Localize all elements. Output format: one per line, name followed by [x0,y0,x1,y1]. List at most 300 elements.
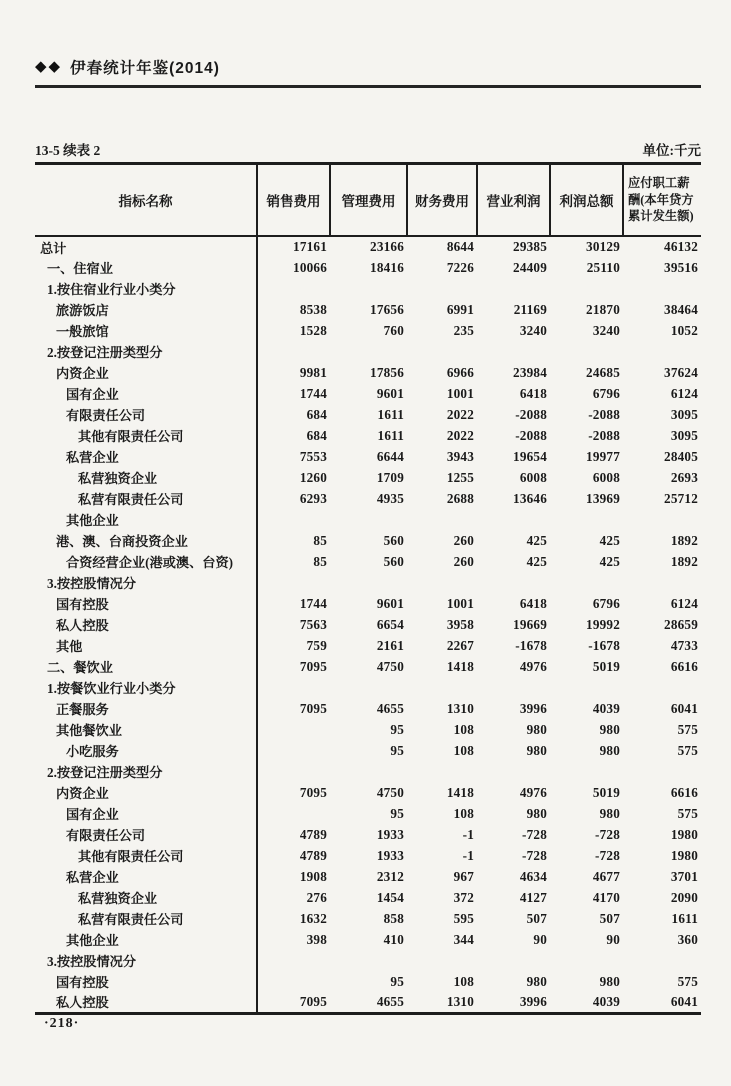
row-label: 私营有限责任公司 [35,908,257,929]
row-label: 正餐服务 [35,698,257,719]
cell-value: 4634 [519,868,547,884]
cell-value: 6124 [670,595,698,611]
table-row [35,299,701,320]
cell-value: 575 [677,973,698,989]
cell-value [477,572,550,593]
cell-value: 260 [453,553,474,569]
row-label: 国有企业 [35,803,257,824]
cell-value: 5019 [592,658,620,674]
cell-value: 2267 [446,637,474,653]
row-label: 国有控股 [35,593,257,614]
cell-value [623,509,701,530]
cell-value: 29385 [513,239,547,254]
cell-value [550,677,623,698]
cell-value: 2693 [670,469,698,485]
cell-value: 4750 [376,658,404,674]
cell-value: 2161 [376,637,404,653]
row-label: 小吃服务 [35,740,257,761]
cell-value [407,572,477,593]
table-row [35,971,701,992]
cell-value: 1052 [670,322,698,338]
cell-value: 1528 [299,322,327,338]
table-row [35,719,701,740]
cell-value: 25712 [664,490,698,506]
cell-value: 560 [383,532,404,548]
cell-value: 21870 [586,301,620,317]
cell-value: 372 [453,889,474,905]
row-label: 1.按餐饮业行业小类分 [35,677,257,698]
cell-value: 980 [599,973,620,989]
unit-label: 单位:千元 [642,143,701,158]
cell-value: 108 [453,721,474,737]
cell-value [477,509,550,530]
cell-value: 1632 [299,910,327,926]
cell-value [257,341,330,362]
row-label: 一、住宿业 [35,257,257,278]
cell-value [623,761,701,782]
cell-value [407,761,477,782]
table-body [35,236,701,1013]
table-row [35,509,701,530]
cell-value: 398 [306,931,327,947]
cell-value: 9601 [376,595,404,611]
row-label: 2.按登记注册类型分 [35,341,257,362]
cell-value: 1310 [446,993,474,1009]
column-header: 销售费用 [257,164,330,237]
cell-value: 4039 [592,993,620,1009]
cell-value: 980 [599,805,620,821]
cell-value: 38464 [664,301,698,317]
table-row [35,593,701,614]
cell-value [477,950,550,971]
cell-value: 19669 [513,616,547,632]
cell-value: 3943 [446,448,474,464]
cell-value: 6796 [592,385,620,401]
row-label: 港、澳、台商投资企业 [35,530,257,551]
cell-value [407,677,477,698]
cell-value: -1678 [588,637,620,653]
cell-value: 980 [599,742,620,758]
row-label: 私人控股 [35,614,257,635]
cell-value: 1001 [446,595,474,611]
table-row [35,236,701,257]
cell-value: -1 [462,847,474,863]
cell-value: 85 [313,532,327,548]
cell-value: 575 [677,805,698,821]
cell-value [477,278,550,299]
cell-value [623,572,701,593]
cell-value: 6616 [670,658,698,674]
cell-value: 980 [526,805,547,821]
cell-value: 39516 [664,259,698,275]
table-row [35,257,701,278]
cell-value: -728 [522,826,547,842]
table-row [35,404,701,425]
cell-value: 1611 [671,910,698,926]
cell-value [257,278,330,299]
cell-value: 858 [383,910,404,926]
row-label: 有限责任公司 [35,404,257,425]
cell-value: 595 [453,910,474,926]
cell-value: 6008 [592,469,620,485]
table-row [35,866,701,887]
cell-value: 21169 [513,301,547,317]
cell-value: 19977 [586,448,620,464]
table-row [35,845,701,866]
row-label: 国有控股 [35,971,257,992]
cell-value: 19992 [586,616,620,632]
cell-value: 6796 [592,595,620,611]
table-row [35,467,701,488]
cell-value: 3701 [670,868,698,884]
table-row [35,446,701,467]
cell-value: 17161 [293,239,327,254]
table-row [35,488,701,509]
row-label: 合资经营企业(港或澳、台资) [35,551,257,572]
cell-value [257,803,330,824]
cell-value: -728 [595,847,620,863]
cell-value: 4655 [376,700,404,716]
cell-value: -1 [462,826,474,842]
page-number: ·218· [44,1016,80,1031]
row-label: 其他餐饮业 [35,719,257,740]
table-row [35,425,701,446]
table-row [35,656,701,677]
cell-value: 23166 [370,239,404,254]
cell-value: 684 [306,406,327,422]
cell-value: 4127 [519,889,547,905]
cell-value: 13969 [586,490,620,506]
cell-value: 90 [606,931,620,947]
cell-value: 4976 [519,784,547,800]
cell-value: 425 [599,532,620,548]
column-header: 利润总额 [550,164,623,237]
table-row [35,761,701,782]
cell-value [330,677,407,698]
cell-value: 18416 [370,259,404,275]
column-header: 应付职工薪酬(本年贷方累计发生额) [623,164,701,237]
cell-value: 967 [453,868,474,884]
cell-value: 24685 [586,364,620,380]
cell-value: -728 [522,847,547,863]
row-label: 总计 [35,236,257,257]
cell-value: 95 [390,742,404,758]
cell-value: 30129 [586,239,620,254]
cell-value [330,950,407,971]
cell-value: 6418 [519,595,547,611]
cell-value: 4750 [376,784,404,800]
cell-value [257,509,330,530]
cell-value [623,341,701,362]
cell-value: 17856 [370,364,404,380]
table-row [35,677,701,698]
row-label: 其他企业 [35,509,257,530]
column-header: 管理费用 [330,164,407,237]
row-label: 内资企业 [35,782,257,803]
table-row [35,572,701,593]
row-label: 其他有限责任公司 [35,845,257,866]
cell-value: 6644 [376,448,404,464]
cell-value: 4789 [299,826,327,842]
cell-value: 1001 [446,385,474,401]
row-label: 其他企业 [35,929,257,950]
cell-value [257,572,330,593]
cell-value [550,761,623,782]
cell-value [550,341,623,362]
cell-value: 6041 [670,700,698,716]
table-meta-row [35,139,701,159]
column-header: 财务费用 [407,164,477,237]
table-row [35,908,701,929]
table-row [35,992,701,1013]
cell-value: 6991 [446,301,474,317]
cell-value: 1933 [376,847,404,863]
column-header: 指标名称 [35,164,257,237]
table-row [35,740,701,761]
cell-value: 8538 [299,301,327,317]
cell-value: 1744 [299,385,327,401]
row-label: 二、餐饮业 [35,656,257,677]
cell-value [477,761,550,782]
cell-value: 260 [453,532,474,548]
cell-value: 1908 [299,868,327,884]
cell-value [550,950,623,971]
cell-value: 7095 [299,784,327,800]
cell-value: 980 [599,721,620,737]
cell-value: 90 [533,931,547,947]
cell-value: 3240 [592,322,620,338]
cell-value: 37624 [664,364,698,380]
cell-value [330,572,407,593]
table-row [35,551,701,572]
cell-value: 46132 [664,239,698,254]
cell-value: 4733 [670,637,698,653]
cell-value: 360 [677,931,698,947]
yearbook-title: 伊春统计年鉴(2014) [70,60,220,77]
row-label: 私营企业 [35,866,257,887]
cell-value: 5019 [592,784,620,800]
cell-value: 7553 [299,448,327,464]
cell-value: 507 [599,910,620,926]
cell-value [330,761,407,782]
row-label: 2.按登记注册类型分 [35,761,257,782]
row-label: 内资企业 [35,362,257,383]
page-masthead [35,56,701,88]
cell-value [550,509,623,530]
cell-value: -2088 [515,406,547,422]
cell-value [623,950,701,971]
cell-value [407,509,477,530]
cell-value: 4789 [299,847,327,863]
cell-value: 2022 [446,406,474,422]
cell-value: 2688 [446,490,474,506]
cell-value: 3095 [670,406,698,422]
cell-value: 85 [313,553,327,569]
cell-value: 1418 [446,784,474,800]
cell-value [407,341,477,362]
row-label: 3.按控股情况分 [35,572,257,593]
cell-value: 3095 [670,427,698,443]
cell-value: 575 [677,721,698,737]
cell-value [477,341,550,362]
cell-value: 1611 [377,406,404,422]
cell-value: 108 [453,805,474,821]
cell-value: 95 [390,805,404,821]
cell-value [623,278,701,299]
cell-value: 17656 [370,301,404,317]
cell-value [330,509,407,530]
cell-value: 344 [453,931,474,947]
cell-value [330,278,407,299]
cell-value [257,740,330,761]
cell-value [257,761,330,782]
table-row [35,929,701,950]
cell-value: 1310 [446,700,474,716]
cell-value: 1933 [376,826,404,842]
cell-value: 28659 [664,616,698,632]
cell-value: 7226 [446,259,474,275]
cell-value: 425 [526,553,547,569]
cell-value: 3958 [446,616,474,632]
cell-value: 4039 [592,700,620,716]
cell-value: 759 [306,637,327,653]
cell-value: 425 [526,532,547,548]
row-label: 有限责任公司 [35,824,257,845]
table-row [35,278,701,299]
row-label: 旅游饭店 [35,299,257,320]
table-row [35,320,701,341]
cell-value: 3240 [519,322,547,338]
table-row [35,803,701,824]
cell-value: 760 [383,322,404,338]
table-label: 13-5 续表 2 [35,143,101,158]
cell-value: 10066 [293,259,327,275]
cell-value: 4976 [519,658,547,674]
cell-value: 4935 [376,490,404,506]
cell-value: 235 [453,322,474,338]
table-row [35,782,701,803]
cell-value: 410 [383,931,404,947]
cell-value: 6418 [519,385,547,401]
cell-value: 24409 [513,259,547,275]
cell-value: 9601 [376,385,404,401]
row-label: 私营企业 [35,446,257,467]
cell-value: 6966 [446,364,474,380]
row-label: 一般旅馆 [35,320,257,341]
cell-value: 507 [526,910,547,926]
cell-value: 108 [453,973,474,989]
cell-value: 6008 [519,469,547,485]
cell-value: 23984 [513,364,547,380]
cell-value: 6654 [376,616,404,632]
cell-value: -2088 [515,427,547,443]
cell-value: 19654 [513,448,547,464]
table-header-row [35,164,701,237]
cell-value: 28405 [664,448,698,464]
table-row [35,698,701,719]
cell-value: 1744 [299,595,327,611]
diamonds-icon: ◆◆ [35,58,63,75]
row-label: 1.按住宿业行业小类分 [35,278,257,299]
cell-value: 6124 [670,385,698,401]
cell-value [257,719,330,740]
cell-value [407,278,477,299]
cell-value: 4170 [592,889,620,905]
table-row [35,824,701,845]
cell-value: -1678 [515,637,547,653]
cell-value [257,677,330,698]
cell-value: 6293 [299,490,327,506]
row-label: 私营独资企业 [35,887,257,908]
cell-value: 1260 [299,469,327,485]
statistics-table [35,162,701,1015]
table-row [35,383,701,404]
row-label: 国有企业 [35,383,257,404]
cell-value: 6041 [670,993,698,1009]
row-label: 私人控股 [35,992,257,1013]
cell-value: 1709 [376,469,404,485]
cell-value: 575 [677,742,698,758]
cell-value: 95 [390,973,404,989]
cell-value: 7095 [299,700,327,716]
cell-value: 276 [306,889,327,905]
cell-value: -2088 [588,427,620,443]
cell-value [407,950,477,971]
cell-value: 8644 [446,239,474,254]
cell-value [330,341,407,362]
cell-value: 7095 [299,658,327,674]
cell-value: 1980 [670,826,698,842]
cell-value: 4677 [592,868,620,884]
cell-value: 1255 [446,469,474,485]
cell-value [623,677,701,698]
cell-value [257,971,330,992]
cell-value: 425 [599,553,620,569]
cell-value: 2312 [376,868,404,884]
row-label: 其他 [35,635,257,656]
table-row [35,950,701,971]
table-row [35,887,701,908]
cell-value [550,278,623,299]
cell-value: 4655 [376,993,404,1009]
cell-value: 108 [453,742,474,758]
table-row [35,341,701,362]
cell-value: 6616 [670,784,698,800]
cell-value: 2090 [670,889,698,905]
row-label: 私营独资企业 [35,467,257,488]
cell-value: 9981 [299,364,327,380]
cell-value: 95 [390,721,404,737]
cell-value: 684 [306,427,327,443]
cell-value: 1980 [670,847,698,863]
table-row [35,362,701,383]
column-header: 营业利润 [477,164,550,237]
cell-value: 980 [526,742,547,758]
cell-value: 7095 [299,993,327,1009]
cell-value: 1611 [377,427,404,443]
cell-value: 2022 [446,427,474,443]
cell-value: 3996 [519,993,547,1009]
cell-value: 980 [526,973,547,989]
cell-value: 25110 [586,259,620,275]
cell-value [257,950,330,971]
table-row [35,530,701,551]
cell-value: 13646 [513,490,547,506]
cell-value: -728 [595,826,620,842]
cell-value: 1892 [670,532,698,548]
cell-value: 3996 [519,700,547,716]
cell-value [550,572,623,593]
